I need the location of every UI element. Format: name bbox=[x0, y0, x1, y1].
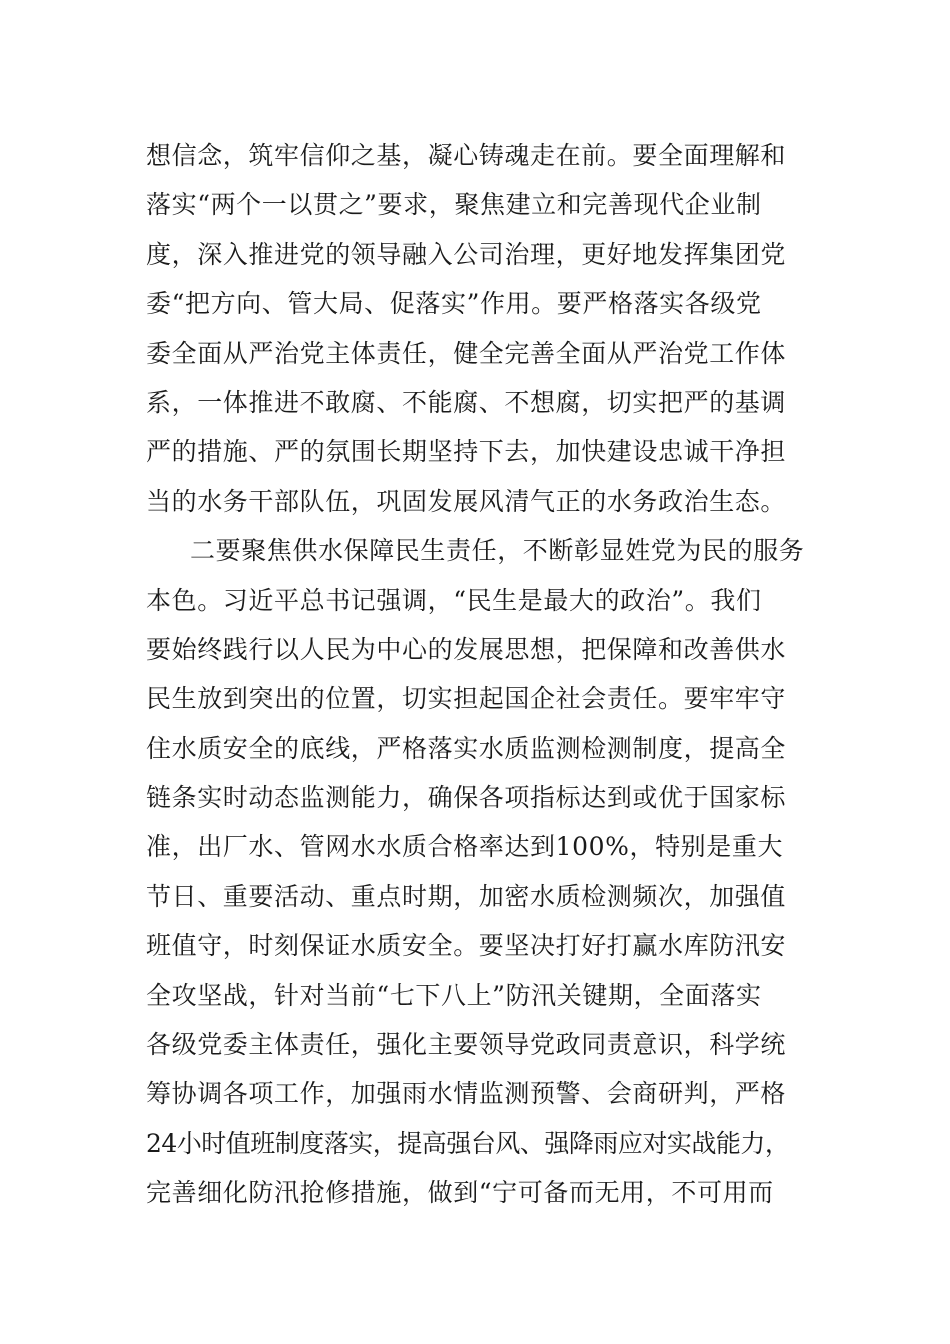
text-line: 节日、重要活动、重点时期，加密水质检测频次，加强值 bbox=[146, 881, 787, 911]
text-line: 准，出厂水、管网水水质合格率达到100%，特别是重大 bbox=[146, 832, 784, 862]
text-line: 当的水务干部队伍，巩固发展风清气正的水务政治生态。 bbox=[146, 486, 787, 516]
body-text bbox=[146, 131, 826, 1218]
text-line: 住水质安全的底线，严格落实水质监测检测制度，提高全 bbox=[146, 733, 787, 763]
text-line: 链条实时动态监测能力，确保各项指标达到或优于国家标 bbox=[146, 783, 787, 813]
text-line: 委“把方向、管大局、促落实”作用。要严格落实各级党 bbox=[146, 289, 762, 319]
text-line: 想信念，筑牢信仰之基，凝心铸魂走在前。要全面理解和 bbox=[146, 141, 787, 170]
text-line: 民生放到突出的位置，切实担起国企社会责任。要牢牢守 bbox=[146, 684, 787, 714]
text-line: 24小时值班制度落实，提高强台风、强降雨应对实战能力， bbox=[146, 1128, 790, 1158]
text-line: 本色。习近平总书记强调，“民生是最大的政治”。我们 bbox=[146, 585, 762, 615]
text-line: 要始终践行以人民为中心的发展思想，把保障和改善供水 bbox=[146, 634, 787, 664]
text-line: 各级党委主体责任，强化主要领导党政同责意识，科学统 bbox=[146, 1030, 787, 1060]
text-line: 委全面从严治党主体责任，健全完善全面从严治党工作体 bbox=[146, 338, 787, 368]
text-line: 度，深入推进党的领导融入公司治理，更好地发挥集团党 bbox=[146, 239, 787, 269]
text-line: 班值守，时刻保证水质安全。要坚决打好打赢水库防汛安 bbox=[146, 931, 787, 961]
text-line: 完善细化防汛抢修措施，做到“宁可备而无用，不可用而 bbox=[146, 1178, 774, 1208]
paragraph-start-line: 二要聚焦供水保障民生责任，不断彰显姓党为民的服务 bbox=[190, 536, 805, 566]
text-line: 落实“两个一以贯之”要求，聚焦建立和完善现代企业制 bbox=[146, 190, 762, 220]
text-line: 全攻坚战，针对当前“七下八上”防汛关键期，全面落实 bbox=[146, 980, 762, 1010]
text-line: 系，一体推进不敢腐、不能腐、不想腐，切实把严的基调 bbox=[146, 387, 787, 417]
text-line: 严的措施、严的氛围长期坚持下去，加快建设忠诚干净担 bbox=[146, 437, 787, 467]
text-line: 筹协调各项工作，加强雨水情监测预警、会商研判，严格 bbox=[146, 1079, 787, 1109]
